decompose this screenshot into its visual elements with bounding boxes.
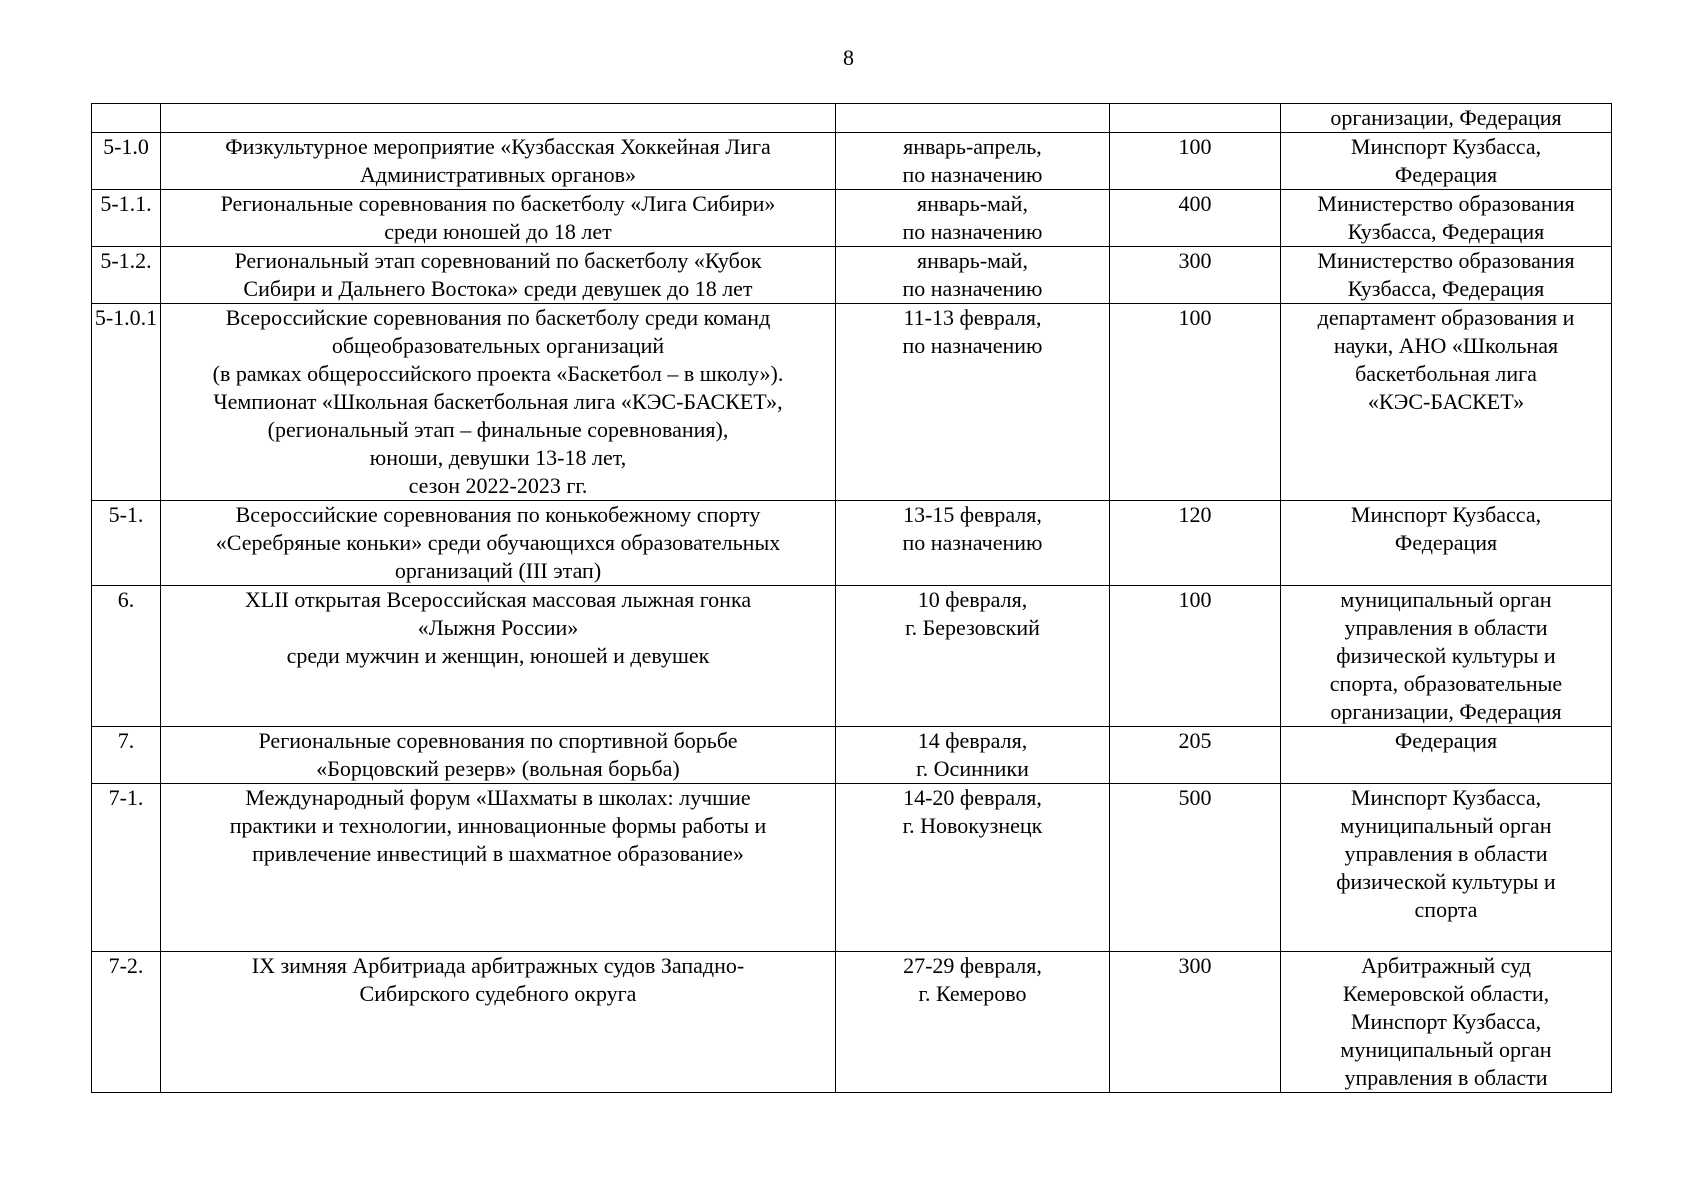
- table-row: [92, 190, 1612, 247]
- organizer: Министерство образования Кузбасса, Федерация: [1281, 247, 1612, 304]
- table-row: [92, 104, 1612, 133]
- organizer: Министерство образования Кузбасса, Федерация: [1281, 190, 1612, 247]
- page-number: 8: [843, 45, 854, 70]
- event-date-place: [836, 104, 1110, 133]
- event-name: [161, 104, 836, 133]
- event-date-place: январь-май, по назначению: [836, 190, 1110, 247]
- participant-count: 300: [1110, 247, 1281, 304]
- organizer: департамент образования и науки, АНО «Школьная баскетбольная лига «КЭС-БАСКЕТ»: [1281, 304, 1612, 501]
- event-date-place: январь-апрель, по назначению: [836, 133, 1110, 190]
- table-row: [92, 501, 1612, 586]
- event-date-place: 11-13 февраля, по назначению: [836, 304, 1110, 501]
- table-row: [92, 586, 1612, 727]
- organizer: Арбитражный суд Кемеровской области, Минспорт Кузбасса, муниципальный орган управления в области: [1281, 952, 1612, 1093]
- participant-count: 205: [1110, 727, 1281, 784]
- organizer: Минспорт Кузбасса, муниципальный орган управления в области физической культуры и спорта: [1281, 784, 1612, 952]
- table-row: [92, 247, 1612, 304]
- organizer: организации, Федерация: [1281, 104, 1612, 133]
- event-name: Региональные соревнования по спортивной борьбе «Борцовский резерв» (вольная борьба): [161, 727, 836, 784]
- event-date-place: 13-15 февраля, по назначению: [836, 501, 1110, 586]
- organizer: муниципальный орган управления в области физической культуры и спорта, образовательные организации, Федерация: [1281, 586, 1612, 727]
- event-name: XLII открытая Всероссийская массовая лыжная гонка «Лыжня России» среди мужчин и женщин, юношей и девушек: [161, 586, 836, 727]
- row-number: 7-2.: [92, 952, 161, 1093]
- event-name: Международный форум «Шахматы в школах: лучшие практики и технологии, инновационные формы работы и привлечение инвестиций в шахматное образование»: [161, 784, 836, 952]
- participant-count: 300: [1110, 952, 1281, 1093]
- participant-count: 100: [1110, 304, 1281, 501]
- event-name: Физкультурное мероприятие «Кузбасская Хоккейная Лига Административных органов»: [161, 133, 836, 190]
- event-date-place: январь-май, по назначению: [836, 247, 1110, 304]
- participant-count: 100: [1110, 133, 1281, 190]
- row-number: 6.: [92, 586, 161, 727]
- participant-count: 500: [1110, 784, 1281, 952]
- organizer: Минспорт Кузбасса, Федерация: [1281, 501, 1612, 586]
- table-row: [92, 784, 1612, 952]
- row-number: 5-1.: [92, 501, 161, 586]
- event-name: Всероссийские соревнования по баскетболу среди команд общеобразовательных организаций (в рамках общероссийского проекта «Баскетбол – в школу»). Чемпионат «Школьная баскетбольная лига «КЭС-БАСКЕТ», (региональный этап – финальные соревнования), юноши, девушки 13-18 лет, сезон 2022-2023 гг.: [161, 304, 836, 501]
- organizer: Минспорт Кузбасса, Федерация: [1281, 133, 1612, 190]
- event-name: Всероссийские соревнования по конькобежному спорту «Серебряные коньки» среди обучающихся образовательных организаций (III этап): [161, 501, 836, 586]
- participant-count: 120: [1110, 501, 1281, 586]
- row-number: 5-1.1.: [92, 190, 161, 247]
- table-row: [92, 952, 1612, 1093]
- table-row: [92, 727, 1612, 784]
- event-name: Региональные соревнования по баскетболу «Лига Сибири» среди юношей до 18 лет: [161, 190, 836, 247]
- event-date-place: 14 февраля, г. Осинники: [836, 727, 1110, 784]
- table-row: [92, 304, 1612, 501]
- event-name: Региональный этап соревнований по баскетболу «Кубок Сибири и Дальнего Востока» среди девушек до 18 лет: [161, 247, 836, 304]
- event-date-place: 27-29 февраля, г. Кемерово: [836, 952, 1110, 1093]
- row-number: 7-1.: [92, 784, 161, 952]
- participant-count: 400: [1110, 190, 1281, 247]
- organizer: Федерация: [1281, 727, 1612, 784]
- row-number: 5-1.0: [92, 133, 161, 190]
- row-number: 7.: [92, 727, 161, 784]
- row-number: 5-1.0.1: [92, 304, 161, 501]
- event-date-place: 14-20 февраля, г. Новокузнецк: [836, 784, 1110, 952]
- row-number: 5-1.2.: [92, 247, 161, 304]
- event-date-place: 10 февраля, г. Березовский: [836, 586, 1110, 727]
- participant-count: 100: [1110, 586, 1281, 727]
- participant-count: [1110, 104, 1281, 133]
- row-number: [92, 104, 161, 133]
- events-table: [91, 103, 1612, 1093]
- event-name: IX зимняя Арбитриада арбитражных судов Западно- Сибирского судебного округа: [161, 952, 836, 1093]
- table-row: [92, 133, 1612, 190]
